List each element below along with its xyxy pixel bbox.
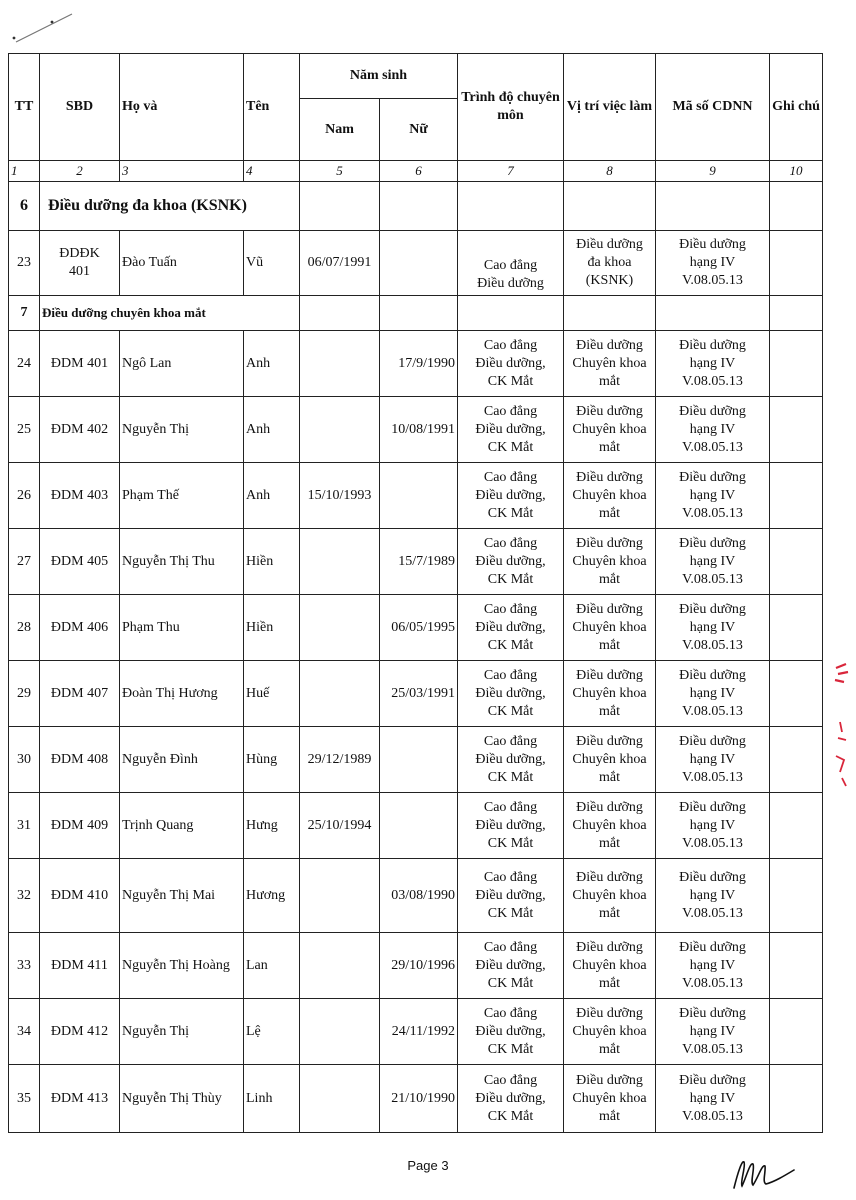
cell-trinh-do-line: CK Mắt: [487, 373, 534, 389]
cell-vi-tri-line: mắt: [599, 835, 620, 851]
cell-vi-tri-line: Điều dưỡng: [576, 733, 643, 749]
col-nam-sinh-header: Năm sinh: [300, 54, 458, 99]
cell-ma-so: [656, 793, 770, 859]
cell-trinh-do-line: CK Mắt: [487, 439, 534, 455]
cell-ma-so-line: Điều dưỡng: [679, 869, 746, 885]
cell-ma-so-line: Điều dưỡng: [679, 535, 746, 551]
cell-sbd: ĐDM 413: [40, 1065, 120, 1133]
cell-trinh-do-line: CK Mắt: [487, 571, 534, 587]
cell-ten: Hiền: [244, 529, 300, 595]
cell-ho: Ngô Lan: [120, 331, 244, 397]
cell-ho: Nguyễn Thị Thu: [120, 529, 244, 595]
cell-nu: 17/9/1990: [380, 331, 458, 397]
cell-ghi-chu: [770, 231, 823, 296]
cell-nam: [300, 331, 380, 397]
cell-vi-tri-line: (KSNK): [585, 273, 634, 288]
cell-ho: Nguyễn Thị: [120, 999, 244, 1065]
cell-vi-tri: [564, 793, 656, 859]
stamp-edge-icon: [832, 660, 856, 810]
pen-mark-icon: [10, 8, 80, 48]
cell-ma-so-line: Điều dưỡng: [679, 799, 746, 815]
cell-ma-so: [656, 231, 770, 296]
cell-nu: 10/08/1991: [380, 397, 458, 463]
section-title: Điều dưỡng đa khoa (KSNK): [40, 182, 300, 231]
cell-nam: 15/10/1993: [300, 463, 380, 529]
table-row: [9, 661, 823, 727]
cell-ghi-chu: [770, 727, 823, 793]
cell-ten: Hiền: [244, 595, 300, 661]
cell-trinh-do: [458, 397, 564, 463]
column-index-cell: 5: [300, 161, 380, 182]
cell-tt: 23: [9, 231, 40, 296]
cell-vi-tri-line: Điều dưỡng: [576, 535, 643, 551]
cell-nu: [380, 793, 458, 859]
cell-trinh-do-line: Điều dưỡng,: [475, 957, 546, 973]
cell-ma-so-line: V.08.05.13: [682, 905, 743, 921]
cell-ten: Hương: [244, 859, 300, 933]
cell-trinh-do-line: Cao đẳng: [483, 939, 538, 955]
cell-trinh-do-line: CK Mắt: [487, 703, 534, 719]
table-row: [9, 463, 823, 529]
col-nu-header: Nữ: [380, 99, 458, 161]
cell-trinh-do-line: Điều dưỡng,: [475, 1090, 546, 1106]
cell-ten: Vũ: [244, 231, 300, 296]
cell-vi-tri-line: Điều dưỡng: [576, 1005, 643, 1021]
cell-ma-so-line: V.08.05.13: [682, 1108, 743, 1124]
cell-ho: Nguyễn Thị Hoàng: [120, 933, 244, 999]
cell-trinh-do-line: Điều dưỡng,: [475, 619, 546, 635]
cell-trinh-do-line: CK Mắt: [487, 637, 534, 653]
cell-ghi-chu: [770, 933, 823, 999]
cell-trinh-do-line: Điều dưỡng,: [475, 685, 546, 701]
section-title: Điều dưỡng chuyên khoa mắt: [40, 296, 300, 331]
cell-trinh-do-line: CK Mắt: [487, 505, 534, 521]
cell-vi-tri: [564, 999, 656, 1065]
cell-ho: Đào Tuấn: [120, 231, 244, 296]
signature-icon: [728, 1152, 798, 1194]
cell-trinh-do-line: CK Mắt: [487, 835, 534, 851]
cell-ma-so-line: Điều dưỡng: [679, 1005, 746, 1021]
cell-ma-so-line: V.08.05.13: [682, 637, 743, 653]
cell-vi-tri-line: mắt: [599, 975, 620, 991]
cell-vi-tri: [564, 1065, 656, 1133]
table-row: [9, 1065, 823, 1133]
cell-trinh-do-line: CK Mắt: [487, 905, 534, 921]
cell-vi-tri-line: mắt: [599, 703, 620, 719]
cell-nu: [380, 727, 458, 793]
cell-sbd-line: 401: [69, 264, 90, 279]
cell-ghi-chu: [770, 397, 823, 463]
cell-sbd: ĐDM 406: [40, 595, 120, 661]
table-body: [9, 182, 823, 1133]
cell-trinh-do: [458, 463, 564, 529]
cell-ma-so-line: V.08.05.13: [682, 1041, 743, 1057]
cell-ma-so-line: hạng IV: [689, 355, 736, 371]
cell-vi-tri-line: mắt: [599, 439, 620, 455]
cell-ho: Phạm Thu: [120, 595, 244, 661]
cell-ma-so-line: V.08.05.13: [682, 703, 743, 719]
cell-vi-tri-line: mắt: [599, 1041, 620, 1057]
cell-vi-tri: [564, 397, 656, 463]
cell-ten: Anh: [244, 463, 300, 529]
column-index-cell: 1: [9, 161, 40, 182]
cell-sbd: ĐDM 412: [40, 999, 120, 1065]
section-header-row: [9, 296, 823, 331]
section-header-row: [9, 182, 823, 231]
cell-ma-so-line: hạng IV: [689, 817, 736, 833]
cell-ten: Anh: [244, 397, 300, 463]
cell-ma-so-line: Điều dưỡng: [679, 667, 746, 683]
column-index-cell: 6: [380, 161, 458, 182]
table-row: [9, 727, 823, 793]
cell-ghi-chu: [770, 999, 823, 1065]
cell-ma-so: [656, 529, 770, 595]
column-index-row: [9, 161, 823, 182]
cell-ma-so-line: V.08.05.13: [682, 975, 743, 991]
cell-trinh-do: [458, 595, 564, 661]
cell-ma-so: [656, 331, 770, 397]
cell-ma-so-line: hạng IV: [689, 751, 736, 767]
page-number: Page 3: [407, 1158, 449, 1173]
cell-ma-so: [656, 595, 770, 661]
cell-trinh-do-line: Điều dưỡng,: [475, 487, 546, 503]
cell-trinh-do-line: CK Mắt: [487, 975, 534, 991]
cell-trinh-do-line: Điều dưỡng,: [475, 421, 546, 437]
cell-ma-so-line: hạng IV: [689, 421, 736, 437]
cell-ma-so-line: hạng IV: [689, 1023, 736, 1039]
cell-ma-so-line: hạng IV: [689, 957, 736, 973]
cell-ma-so-line: Điều dưỡng: [679, 733, 746, 749]
cell-ma-so-line: V.08.05.13: [682, 505, 743, 521]
cell-sbd: ĐDM 411: [40, 933, 120, 999]
cell-ma-so-line: Điều dưỡng: [679, 469, 746, 485]
cell-nu: [380, 463, 458, 529]
cell-nam: [300, 595, 380, 661]
cell-vi-tri: [564, 231, 656, 296]
cell-ten: Lệ: [244, 999, 300, 1065]
cell-vi-tri-line: Điều dưỡng: [576, 799, 643, 815]
cell-ma-so-line: Điều dưỡng: [679, 337, 746, 353]
cell-ma-so-line: hạng IV: [689, 619, 736, 635]
cell-trinh-do-line: Điều dưỡng,: [475, 887, 546, 903]
cell-vi-tri-line: Điều dưỡng: [576, 601, 643, 617]
cell-ma-so-line: Điều dưỡng: [679, 939, 746, 955]
cell-trinh-do-line: Điều dưỡng,: [475, 553, 546, 569]
cell-tt: 35: [9, 1065, 40, 1133]
column-index-cell: 4: [244, 161, 300, 182]
cell-ten: Hưng: [244, 793, 300, 859]
cell-vi-tri-line: Điều dưỡng: [576, 1072, 643, 1088]
cell-ma-so-line: hạng IV: [689, 553, 736, 569]
cell-vi-tri-line: Chuyên khoa: [572, 421, 647, 437]
cell-ma-so-line: V.08.05.13: [682, 571, 743, 587]
table-row: [9, 331, 823, 397]
cell-nam: [300, 999, 380, 1065]
col-ma-so-header: Mã số CDNN: [656, 54, 770, 161]
cell-vi-tri-line: Điều dưỡng: [576, 939, 643, 955]
cell-vi-tri-line: Chuyên khoa: [572, 957, 647, 973]
cell-tt: 28: [9, 595, 40, 661]
cell-trinh-do: [458, 793, 564, 859]
cell-nu: 03/08/1990: [380, 859, 458, 933]
cell-vi-tri-line: mắt: [599, 571, 620, 587]
cell-nam: [300, 661, 380, 727]
cell-vi-tri-line: Chuyên khoa: [572, 487, 647, 503]
cell-tt: 33: [9, 933, 40, 999]
cell-ho: Nguyễn Thị Thùy: [120, 1065, 244, 1133]
cell-ma-so-line: Điều dưỡng: [679, 1072, 746, 1088]
cell-trinh-do: [458, 727, 564, 793]
cell-trinh-do-line: Điều dưỡng,: [475, 355, 546, 371]
cell-nam: 29/12/1989: [300, 727, 380, 793]
cell-sbd: ĐDM 402: [40, 397, 120, 463]
cell-ho: Trịnh Quang: [120, 793, 244, 859]
cell-tt: 31: [9, 793, 40, 859]
cell-trinh-do-line: Cao đẳng: [483, 601, 538, 617]
cell-nu: 15/7/1989: [380, 529, 458, 595]
cell-vi-tri-line: mắt: [599, 637, 620, 653]
cell-vi-tri: [564, 859, 656, 933]
cell-ma-so-line: hạng IV: [689, 887, 736, 903]
cell-nu: 21/10/1990: [380, 1065, 458, 1133]
cell-ho: Đoàn Thị Hương: [120, 661, 244, 727]
cell-trinh-do-line: Điều dưỡng,: [475, 817, 546, 833]
cell-ma-so-line: V.08.05.13: [682, 769, 743, 785]
cell-sbd: ĐDM 408: [40, 727, 120, 793]
cell-vi-tri-line: Chuyên khoa: [572, 751, 647, 767]
cell-vi-tri-line: Điều dưỡng: [576, 667, 643, 683]
cell-vi-tri-line: mắt: [599, 505, 620, 521]
table-row: [9, 529, 823, 595]
cell-tt: 26: [9, 463, 40, 529]
cell-ten: Linh: [244, 1065, 300, 1133]
cell-ma-so: [656, 999, 770, 1065]
cell-ma-so: [656, 661, 770, 727]
table-row: [9, 933, 823, 999]
cell-trinh-do-line: Cao đẳng: [483, 799, 538, 815]
cell-ma-so-line: V.08.05.13: [682, 439, 743, 455]
cell-sbd: ĐDM 401: [40, 331, 120, 397]
cell-sbd-line: ĐDĐK: [59, 246, 100, 261]
cell-ghi-chu: [770, 859, 823, 933]
cell-vi-tri: [564, 595, 656, 661]
cell-nu: 06/05/1995: [380, 595, 458, 661]
cell-trinh-do-line: Cao đẳng: [483, 667, 538, 683]
cell-trinh-do-line: Điều dưỡng,: [475, 1023, 546, 1039]
cell-nu: [380, 231, 458, 296]
cell-ghi-chu: [770, 529, 823, 595]
cell-trinh-do-line: Cao đẳng: [483, 469, 538, 485]
cell-trinh-do: [458, 933, 564, 999]
cell-trinh-do: [458, 331, 564, 397]
column-index-cell: 10: [770, 161, 823, 182]
cell-nu: 25/03/1991: [380, 661, 458, 727]
cell-ghi-chu: [770, 1065, 823, 1133]
cell-trinh-do-line: Cao đẳng: [483, 403, 538, 419]
table-row: [9, 999, 823, 1065]
cell-trinh-do-line: Cao đẳng: [483, 869, 538, 885]
col-trinh-do-header: Trình độ chuyên môn: [458, 54, 564, 161]
cell-trinh-do-line: Cao đẳng: [483, 733, 538, 749]
cell-trinh-do: [458, 661, 564, 727]
column-index-cell: 7: [458, 161, 564, 182]
cell-ho: Phạm Thế: [120, 463, 244, 529]
cell-trinh-do: [458, 999, 564, 1065]
cell-ten: Anh: [244, 331, 300, 397]
cell-vi-tri-line: mắt: [599, 769, 620, 785]
cell-sbd: ĐDM 403: [40, 463, 120, 529]
cell-ghi-chu: [770, 595, 823, 661]
cell-ten: Hùng: [244, 727, 300, 793]
cell-tt: 27: [9, 529, 40, 595]
cell-tt: 32: [9, 859, 40, 933]
cell-sbd: ĐDM 407: [40, 661, 120, 727]
cell-ho: Nguyễn Thị: [120, 397, 244, 463]
column-index-cell: 3: [120, 161, 244, 182]
cell-ghi-chu: [770, 661, 823, 727]
table-row: [9, 793, 823, 859]
cell-ghi-chu: [770, 331, 823, 397]
cell-trinh-do: [458, 1065, 564, 1133]
col-vi-tri-header: Vị trí việc làm: [564, 54, 656, 161]
cell-ma-so-line: Điều dưỡng: [679, 601, 746, 617]
column-index-cell: 2: [40, 161, 120, 182]
cell-trinh-do-line: Cao đẳng: [483, 337, 538, 353]
cell-vi-tri-line: Chuyên khoa: [572, 1023, 647, 1039]
cell-ma-so: [656, 933, 770, 999]
cell-ma-so: [656, 859, 770, 933]
cell-nam: [300, 1065, 380, 1133]
col-ho-header: Họ và: [120, 54, 244, 161]
cell-ghi-chu: [770, 463, 823, 529]
table-row: [9, 595, 823, 661]
cell-tt: 30: [9, 727, 40, 793]
cell-ma-so-line: V.08.05.13: [682, 373, 743, 389]
cell-ma-so-line: V.08.05.13: [682, 835, 743, 851]
cell-vi-tri-line: Điều dưỡng: [576, 869, 643, 885]
cell-nam: [300, 933, 380, 999]
col-ghi-chu-header: Ghi chú: [770, 54, 823, 161]
cell-ma-so-line: V.08.05.13: [682, 273, 743, 288]
cell-trinh-do-line: Cao đẳng: [483, 535, 538, 551]
section-number: 6: [9, 182, 40, 231]
cell-vi-tri-line: đa khoa: [587, 255, 632, 270]
cell-trinh-do-line: CK Mắt: [487, 769, 534, 785]
table-row: [9, 397, 823, 463]
cell-trinh-do: [458, 231, 564, 296]
cell-vi-tri: [564, 331, 656, 397]
cell-vi-tri-line: Điều dưỡng: [576, 337, 643, 353]
cell-ma-so-line: hạng IV: [689, 487, 736, 503]
cell-vi-tri-line: Điều dưỡng: [576, 469, 643, 485]
cell-sbd: ĐDM 409: [40, 793, 120, 859]
cell-trinh-do-line: CK Mắt: [487, 1108, 534, 1124]
cell-vi-tri: [564, 661, 656, 727]
cell-ma-so-line: hạng IV: [689, 1090, 736, 1106]
cell-nam: 25/10/1994: [300, 793, 380, 859]
cell-vi-tri-line: Điều dưỡng: [576, 237, 643, 252]
cell-trinh-do-line: Cao đẳng: [483, 1072, 538, 1088]
cell-ghi-chu: [770, 793, 823, 859]
cell-vi-tri-line: Chuyên khoa: [572, 1090, 647, 1106]
col-tt-header: TT: [9, 54, 40, 161]
cell-ma-so-line: Điều dưỡng: [679, 237, 746, 252]
cell-tt: 24: [9, 331, 40, 397]
cell-nu: 24/11/1992: [380, 999, 458, 1065]
cell-trinh-do-line: Cao đẳng: [483, 1005, 538, 1021]
cell-vi-tri-line: Chuyên khoa: [572, 817, 647, 833]
cell-ten: Huế: [244, 661, 300, 727]
cell-vi-tri: [564, 727, 656, 793]
cell-trinh-do: [458, 859, 564, 933]
column-index-cell: 9: [656, 161, 770, 182]
cell-ma-so: [656, 1065, 770, 1133]
cell-nam: [300, 859, 380, 933]
cell-ma-so: [656, 463, 770, 529]
col-ten-header: Tên: [244, 54, 300, 161]
cell-vi-tri: [564, 463, 656, 529]
cell-ho: Nguyễn Thị Mai: [120, 859, 244, 933]
table-header: [9, 54, 823, 182]
table-row: [9, 859, 823, 933]
table-row: [9, 231, 823, 296]
cell-tt: 29: [9, 661, 40, 727]
cell-vi-tri: [564, 933, 656, 999]
cell-ma-so: [656, 727, 770, 793]
cell-ma-so-line: hạng IV: [689, 255, 736, 270]
cell-trinh-do-line: Điều dưỡng: [477, 276, 544, 291]
cell-tt: 25: [9, 397, 40, 463]
cell-vi-tri-line: Chuyên khoa: [572, 619, 647, 635]
cell-ho: Nguyễn Đình: [120, 727, 244, 793]
col-sbd-header: SBD: [40, 54, 120, 161]
cell-sbd: [40, 231, 120, 296]
cell-vi-tri-line: Chuyên khoa: [572, 553, 647, 569]
cell-vi-tri-line: mắt: [599, 905, 620, 921]
candidate-table: [8, 53, 823, 1133]
cell-nam: [300, 397, 380, 463]
cell-nu: 29/10/1996: [380, 933, 458, 999]
cell-ten: Lan: [244, 933, 300, 999]
cell-vi-tri-line: Điều dưỡng: [576, 403, 643, 419]
cell-trinh-do: [458, 529, 564, 595]
cell-tt: 34: [9, 999, 40, 1065]
cell-vi-tri: [564, 529, 656, 595]
col-nam-header: Nam: [300, 99, 380, 161]
column-index-cell: 8: [564, 161, 656, 182]
cell-nam: [300, 529, 380, 595]
cell-sbd: ĐDM 410: [40, 859, 120, 933]
cell-trinh-do-line: Điều dưỡng,: [475, 751, 546, 767]
cell-ma-so-line: hạng IV: [689, 685, 736, 701]
cell-ma-so: [656, 397, 770, 463]
section-number: 7: [9, 296, 40, 331]
cell-vi-tri-line: mắt: [599, 1108, 620, 1124]
cell-nam: 06/07/1991: [300, 231, 380, 296]
cell-ma-so-line: Điều dưỡng: [679, 403, 746, 419]
cell-sbd: ĐDM 405: [40, 529, 120, 595]
cell-trinh-do-line: Cao đẳng: [483, 258, 538, 273]
cell-trinh-do-line: CK Mắt: [487, 1041, 534, 1057]
cell-vi-tri-line: Chuyên khoa: [572, 355, 647, 371]
cell-vi-tri-line: Chuyên khoa: [572, 685, 647, 701]
cell-vi-tri-line: mắt: [599, 373, 620, 389]
cell-vi-tri-line: Chuyên khoa: [572, 887, 647, 903]
